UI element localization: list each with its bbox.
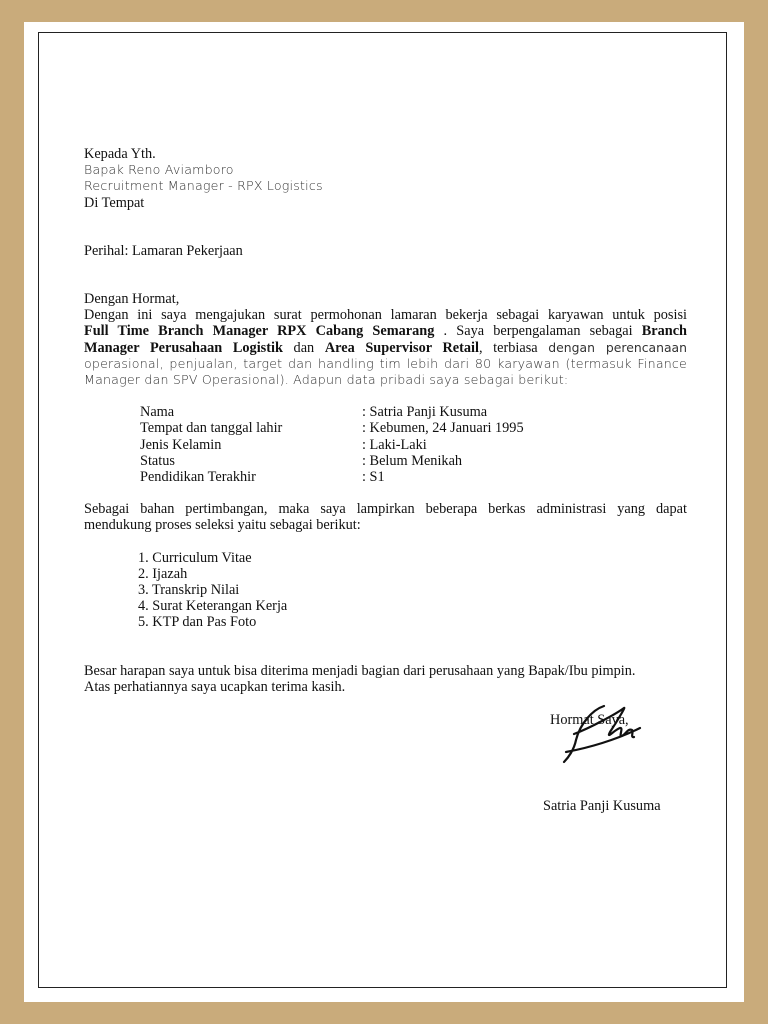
closing-paragraph-line-1: Besar harapan saya untuk bisa diterima menjadi bagian dari perusahaan yang Bapak/Ibu pimpin.	[84, 662, 636, 679]
personal-data-table	[140, 404, 524, 485]
intro-experience-lead: . Saya berpengalaman sebagai	[434, 323, 642, 340]
letter-subject: Perihal: Lamaran Pekerjaan	[84, 242, 243, 259]
intro-line-4: operasional, penjualan, target dan handling tim lebih dari 80 karyawan (termasuk Finance	[84, 355, 687, 371]
data-value: : Satria Panji Kusuma	[362, 404, 488, 421]
personal-data-row	[140, 453, 524, 469]
list-item: 5. KTP dan Pas Foto	[138, 614, 257, 631]
letter-page	[24, 22, 744, 1002]
attachments-intro-line-2: mendukung proses seleksi yaitu sebagai berikut:	[84, 517, 361, 534]
list-item: 2. Ijazah	[138, 565, 188, 582]
data-value: : Belum Menikah	[362, 452, 463, 469]
data-label: Status	[140, 452, 175, 469]
intro-line-3	[84, 340, 687, 356]
closing-paragraph-line-2: Atas perhatiannya saya ucapkan terima kasih.	[84, 678, 346, 695]
intro-line-5: Manager dan SPV Operasional). Adapun data pribadi saya sebagai berikut:	[84, 372, 569, 388]
intro-and: dan	[282, 339, 325, 356]
data-value: : S1	[362, 469, 385, 486]
data-label: Jenis Kelamin	[140, 436, 222, 453]
data-label: Nama	[140, 404, 175, 421]
attachments-intro-line-1: Sebagai bahan pertimbangan, maka saya lampirkan beberapa berkas administrasi yang dapat	[84, 501, 687, 518]
intro-planning: dengan perencanaan	[548, 339, 687, 355]
experience-logistics: Manager Perusahaan Logistik	[84, 339, 283, 356]
handwritten-signature	[554, 700, 644, 764]
personal-data-row	[140, 437, 524, 453]
data-label: Tempat dan tanggal lahir	[140, 420, 283, 437]
signer-name: Satria Panji Kusuma	[543, 798, 661, 814]
recipient-title: Recruitment Manager - RPX Logistics	[84, 178, 323, 194]
position-name: Full Time Branch Manager RPX Cabang Semarang	[84, 323, 435, 340]
attachments-list	[138, 550, 687, 631]
recipient-place: Di Tempat	[84, 194, 145, 211]
intro-line-2	[84, 323, 687, 339]
data-value: : Laki-Laki	[362, 436, 427, 453]
experience-retail: Area Supervisor Retail	[324, 339, 479, 356]
intro-line-1: Dengan ini saya mengajukan surat permohonan lamaran bekerja sebagai karyawan untuk posisi	[84, 307, 687, 324]
recipient-name: Bapak Reno Aviamboro	[84, 162, 234, 178]
list-item: 3. Transkrip Nilai	[138, 582, 240, 599]
data-value: : Kebumen, 24 Januari 1995	[362, 420, 524, 437]
personal-data-row	[140, 469, 524, 485]
closing-salutation: Hormat Saya,	[550, 712, 629, 728]
signature-block	[543, 712, 720, 822]
greeting: Dengan Hormat,	[84, 291, 180, 308]
data-label: Pendidikan Terakhir	[140, 469, 256, 486]
list-item: 1. Curriculum Vitae	[138, 549, 252, 566]
letter-body	[84, 146, 687, 695]
personal-data-row	[140, 404, 524, 420]
list-item: 4. Surat Keterangan Kerja	[138, 598, 288, 615]
personal-data-row	[140, 420, 524, 436]
intro-used-to: , terbiasa	[478, 339, 549, 356]
recipient-salutation: Kepada Yth.	[84, 146, 156, 162]
experience-branch: Branch	[641, 323, 687, 340]
